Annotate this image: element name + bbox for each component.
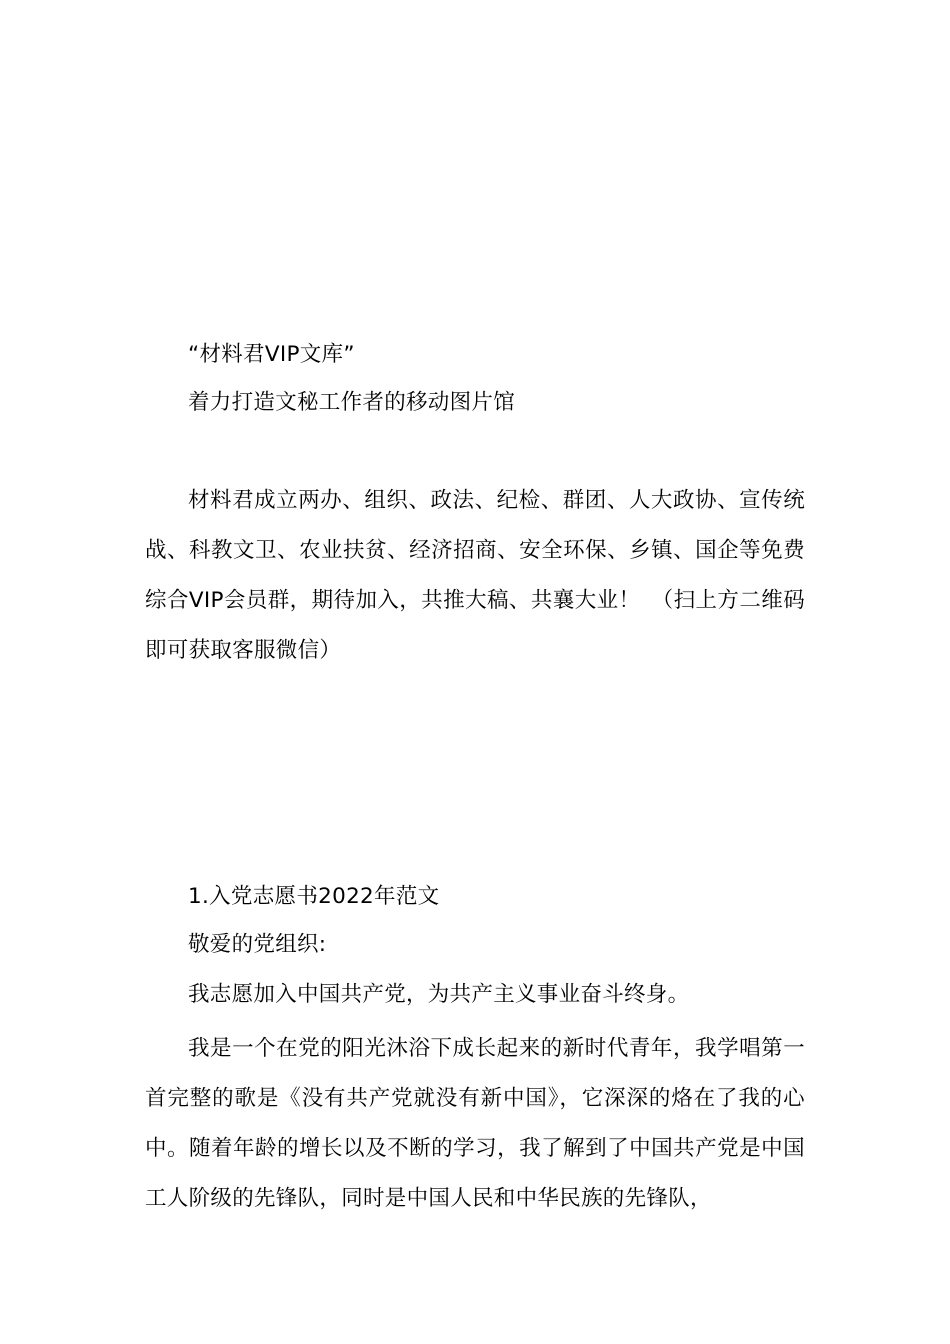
slogan: 着力打造文秘工作者的移动图片馆 [188, 390, 516, 415]
article-title: 1.入党志愿书2022年范文 [188, 884, 440, 909]
body-paragraph-1: 我志愿加入中国共产党，为共产主义事业奋斗终身。 [188, 982, 690, 1007]
body-paragraph-2: 我是一个在党的阳光沐浴下成长起来的新时代青年，我学唱第一首完整的歌是《没有共产党就没有新中国》，它深深的烙在了我的心中。随着年龄的增长以及不断的学习，我了解到了中国共产党是中国工人阶级的先锋队，同时是中国人民和中华民族的先锋队， [145, 1036, 805, 1211]
library-name: “材料君VIP文库” [188, 342, 355, 367]
salutation: 敬爱的党组织: [188, 932, 327, 957]
promo-paragraph: 材料君成立两办、组织、政法、纪检、群团、人大政协、宣传统战、科教文卫、农业扶贫、经济招商、安全环保、乡镇、国企等免费综合VIP会员群，期待加入，共推大稿、共襄大业！ （扫上方二维码即可获取客服微信） [145, 488, 805, 663]
